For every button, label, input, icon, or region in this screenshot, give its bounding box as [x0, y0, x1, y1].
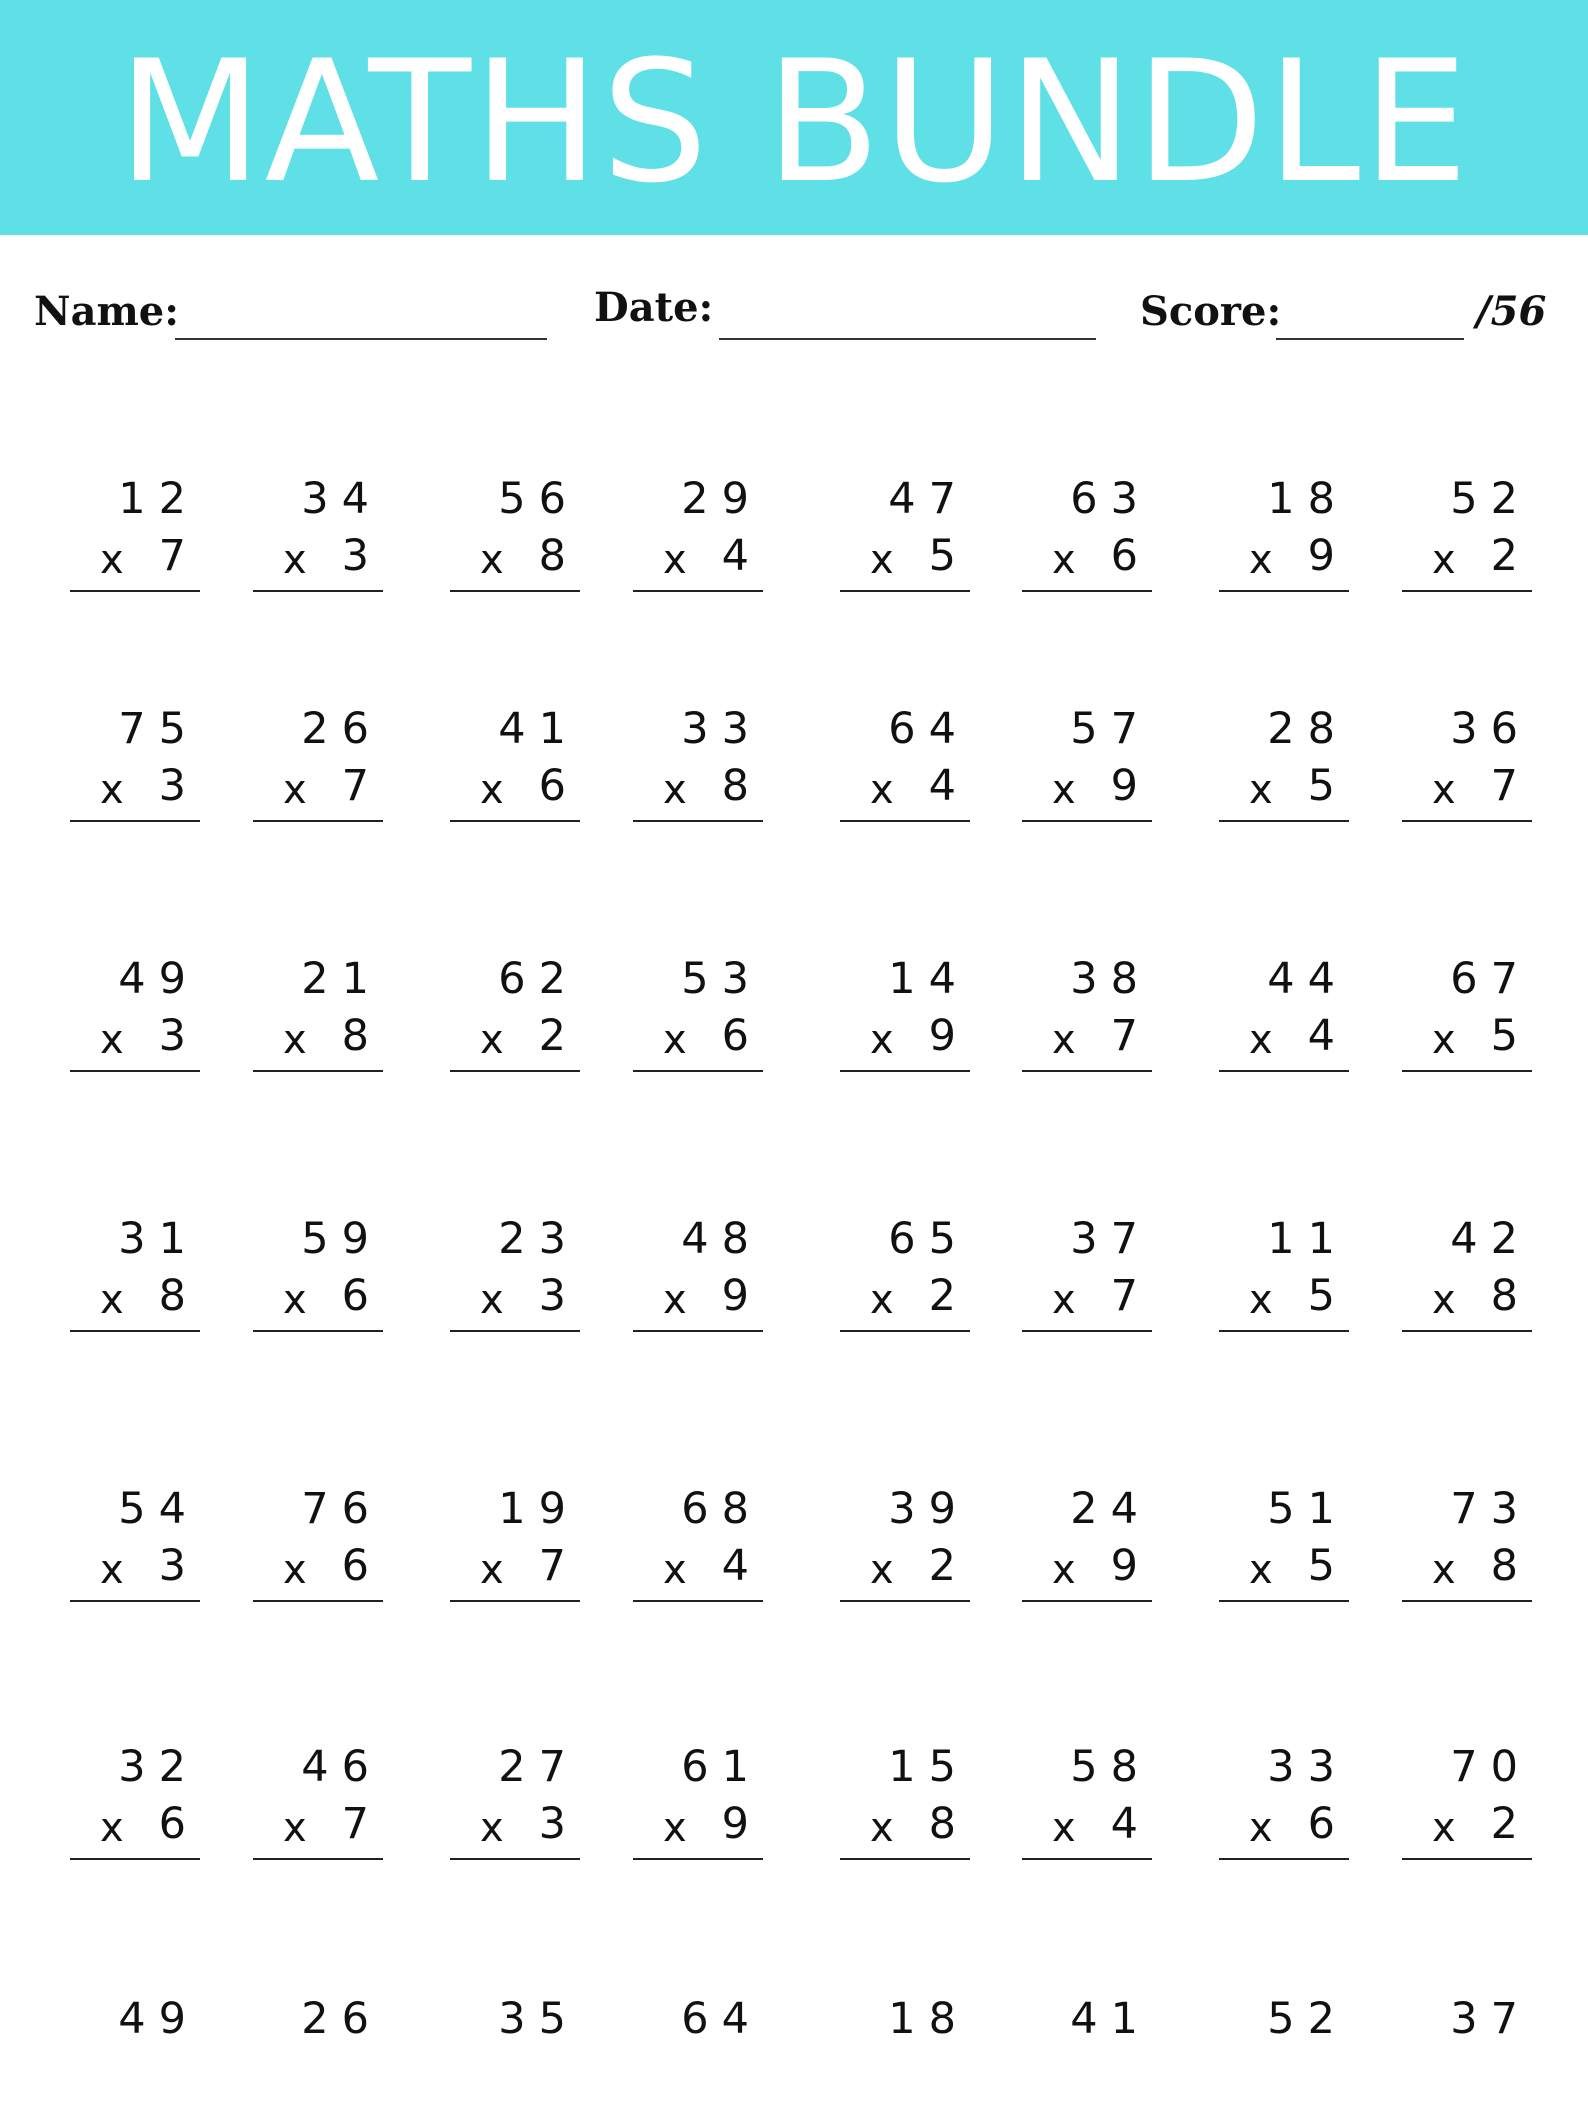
problem-1-1 — [70, 470, 200, 600]
multiplier: 5 — [1307, 761, 1335, 811]
multiply-sign: x — [663, 767, 687, 813]
multiply-sign: x — [663, 1017, 687, 1063]
multiplicand: 12 — [118, 474, 199, 524]
problem-3-5 — [840, 950, 970, 1080]
answer-line[interactable] — [70, 1600, 200, 1602]
answer-line[interactable] — [70, 1330, 200, 1332]
multiplier: 4 — [1307, 1011, 1335, 1061]
multiplier: 8 — [158, 1271, 186, 1321]
answer-line[interactable] — [253, 1070, 383, 1072]
multiplier: 6 — [538, 761, 566, 811]
answer-line[interactable] — [70, 590, 200, 592]
multiplier: 3 — [538, 1271, 566, 1321]
answer-line[interactable] — [253, 1858, 383, 1860]
multiply-sign: x — [663, 537, 687, 583]
problem-4-7 — [1219, 1210, 1349, 1340]
problem-1-3 — [450, 470, 580, 600]
multiplier: 5 — [1490, 1011, 1518, 1061]
multiplicand: 28 — [1267, 704, 1348, 754]
problem-6-7 — [1219, 1738, 1349, 1868]
answer-line[interactable] — [70, 820, 200, 822]
multiply-sign: x — [663, 1547, 687, 1593]
multiply-sign: x — [283, 1547, 307, 1593]
multiplier: 9 — [1110, 1541, 1138, 1591]
multiply-sign: x — [870, 1547, 894, 1593]
multiply-sign: x — [100, 1547, 124, 1593]
answer-line[interactable] — [253, 820, 383, 822]
multiplier: 7 — [1110, 1271, 1138, 1321]
multiplier: 6 — [341, 1541, 369, 1591]
problem-3-7 — [1219, 950, 1349, 1080]
problem-6-3 — [450, 1738, 580, 1868]
answer-line[interactable] — [840, 1858, 970, 1860]
answer-line[interactable] — [1022, 820, 1152, 822]
problem-5-7 — [1219, 1480, 1349, 1610]
multiplicand: 14 — [888, 954, 969, 1004]
multiplier: 3 — [538, 1799, 566, 1849]
multiply-sign: x — [1052, 1547, 1076, 1593]
problem-7-8 — [1402, 1990, 1532, 2120]
multiplicand: 31 — [118, 1214, 199, 1264]
name-field[interactable] — [175, 338, 547, 340]
problem-4-6 — [1022, 1210, 1152, 1340]
problem-5-6 — [1022, 1480, 1152, 1610]
score-field[interactable] — [1276, 338, 1464, 340]
problem-4-1 — [70, 1210, 200, 1340]
multiplicand: 49 — [118, 1994, 199, 2044]
multiply-sign: x — [1052, 537, 1076, 583]
multiply-sign: x — [663, 1277, 687, 1323]
multiplier: 4 — [721, 1541, 749, 1591]
multiplier: 2 — [538, 1011, 566, 1061]
multiply-sign: x — [480, 1017, 504, 1063]
multiplicand: 68 — [681, 1484, 762, 1534]
score-label: Score: — [1140, 288, 1282, 335]
multiplier: 8 — [928, 1799, 956, 1849]
problem-3-3 — [450, 950, 580, 1080]
problem-7-3 — [450, 1990, 580, 2120]
answer-line[interactable] — [633, 1330, 763, 1332]
multiply-sign: x — [283, 1805, 307, 1851]
multiply-sign: x — [283, 767, 307, 813]
multiplicand: 76 — [301, 1484, 382, 1534]
answer-line[interactable] — [1402, 1070, 1532, 1072]
answer-line[interactable] — [253, 1330, 383, 1332]
problem-4-2 — [253, 1210, 383, 1340]
answer-line[interactable] — [70, 1070, 200, 1072]
multiply-sign: x — [1432, 1805, 1456, 1851]
problem-5-8 — [1402, 1480, 1532, 1610]
problem-2-3 — [450, 700, 580, 830]
answer-line[interactable] — [840, 590, 970, 592]
name-label: Name: — [34, 288, 180, 335]
multiplier: 4 — [928, 761, 956, 811]
answer-line[interactable] — [1219, 1858, 1349, 1860]
multiplicand: 59 — [301, 1214, 382, 1264]
multiplier: 9 — [1307, 531, 1335, 581]
multiplicand: 41 — [498, 704, 579, 754]
date-label: Date: — [594, 284, 714, 331]
problem-3-1 — [70, 950, 200, 1080]
multiplier: 3 — [158, 761, 186, 811]
multiplier: 9 — [721, 1271, 749, 1321]
answer-line[interactable] — [70, 1858, 200, 1860]
problem-5-2 — [253, 1480, 383, 1610]
multiplicand: 48 — [681, 1214, 762, 1264]
multiplicand: 35 — [498, 1994, 579, 2044]
multiplicand: 26 — [301, 1994, 382, 2044]
answer-line[interactable] — [450, 1330, 580, 1332]
multiply-sign: x — [663, 1805, 687, 1851]
multiplier: 2 — [1490, 531, 1518, 581]
multiplicand: 29 — [681, 474, 762, 524]
multiply-sign: x — [100, 537, 124, 583]
answer-line[interactable] — [253, 590, 383, 592]
problem-6-5 — [840, 1738, 970, 1868]
multiplier: 5 — [928, 531, 956, 581]
multiplicand: 37 — [1450, 1994, 1531, 2044]
multiplicand: 15 — [888, 1742, 969, 1792]
problem-7-1 — [70, 1990, 200, 2120]
multiplier: 6 — [341, 1271, 369, 1321]
multiplicand: 64 — [681, 1994, 762, 2044]
multiplier: 9 — [928, 1011, 956, 1061]
multiplier: 6 — [1110, 531, 1138, 581]
multiplicand: 57 — [1070, 704, 1151, 754]
multiplier: 7 — [341, 761, 369, 811]
multiplicand: 44 — [1267, 954, 1348, 1004]
multiplicand: 32 — [118, 1742, 199, 1792]
multiplicand: 33 — [1267, 1742, 1348, 1792]
multiply-sign: x — [100, 1277, 124, 1323]
problem-1-2 — [253, 470, 383, 600]
multiplier: 4 — [1110, 1799, 1138, 1849]
multiplicand: 67 — [1450, 954, 1531, 1004]
problem-4-4 — [633, 1210, 763, 1340]
multiplicand: 46 — [301, 1742, 382, 1792]
multiply-sign: x — [1249, 1547, 1273, 1593]
answer-line[interactable] — [1219, 1330, 1349, 1332]
multiply-sign: x — [870, 1017, 894, 1063]
problem-3-8 — [1402, 950, 1532, 1080]
problem-2-7 — [1219, 700, 1349, 830]
multiplicand: 52 — [1450, 474, 1531, 524]
problem-6-1 — [70, 1738, 200, 1868]
multiply-sign: x — [1432, 767, 1456, 813]
multiply-sign: x — [870, 1277, 894, 1323]
multiplicand: 65 — [888, 1214, 969, 1264]
problem-1-6 — [1022, 470, 1152, 600]
answer-line[interactable] — [1219, 590, 1349, 592]
problem-1-8 — [1402, 470, 1532, 600]
answer-line[interactable] — [1022, 1330, 1152, 1332]
multiplier: 3 — [158, 1011, 186, 1061]
problem-2-4 — [633, 700, 763, 830]
answer-line[interactable] — [1219, 820, 1349, 822]
multiplier: 3 — [341, 531, 369, 581]
answer-line[interactable] — [1402, 1858, 1532, 1860]
multiplicand: 61 — [681, 1742, 762, 1792]
problem-7-7 — [1219, 1990, 1349, 2120]
answer-line[interactable] — [633, 590, 763, 592]
multiplicand: 34 — [301, 474, 382, 524]
multiplicand: 37 — [1070, 1214, 1151, 1264]
answer-line[interactable] — [840, 1070, 970, 1072]
multiplier: 7 — [341, 1799, 369, 1849]
answer-line[interactable] — [450, 590, 580, 592]
multiply-sign: x — [283, 1017, 307, 1063]
answer-line[interactable] — [1022, 1070, 1152, 1072]
multiply-sign: x — [1249, 767, 1273, 813]
multiplier: 9 — [1110, 761, 1138, 811]
answer-line[interactable] — [840, 1600, 970, 1602]
problem-5-1 — [70, 1480, 200, 1610]
problem-1-4 — [633, 470, 763, 600]
multiplier: 7 — [158, 531, 186, 581]
problem-2-1 — [70, 700, 200, 830]
multiplier: 2 — [1490, 1799, 1518, 1849]
multiplicand: 49 — [118, 954, 199, 1004]
multiplicand: 64 — [888, 704, 969, 754]
problem-3-4 — [633, 950, 763, 1080]
date-field[interactable] — [719, 338, 1096, 340]
multiply-sign: x — [480, 537, 504, 583]
multiply-sign: x — [480, 1547, 504, 1593]
answer-line[interactable] — [1402, 1330, 1532, 1332]
multiply-sign: x — [870, 1805, 894, 1851]
multiply-sign: x — [1432, 537, 1456, 583]
multiplier: 8 — [538, 531, 566, 581]
problem-7-2 — [253, 1990, 383, 2120]
problem-5-4 — [633, 1480, 763, 1610]
answer-line[interactable] — [450, 1858, 580, 1860]
multiplicand: 39 — [888, 1484, 969, 1534]
problem-2-5 — [840, 700, 970, 830]
multiplicand: 38 — [1070, 954, 1151, 1004]
multiplicand: 21 — [301, 954, 382, 1004]
multiply-sign: x — [1249, 537, 1273, 583]
answer-line[interactable] — [840, 1330, 970, 1332]
problem-5-3 — [450, 1480, 580, 1610]
multiply-sign: x — [1052, 1277, 1076, 1323]
multiplicand: 18 — [888, 1994, 969, 2044]
multiplier: 2 — [928, 1271, 956, 1321]
multiplicand: 23 — [498, 1214, 579, 1264]
multiply-sign: x — [480, 1277, 504, 1323]
problem-3-6 — [1022, 950, 1152, 1080]
multiplicand: 63 — [1070, 474, 1151, 524]
multiplier: 8 — [341, 1011, 369, 1061]
answer-line[interactable] — [1022, 1858, 1152, 1860]
problem-4-5 — [840, 1210, 970, 1340]
score-total: /56 — [1476, 288, 1547, 335]
multiply-sign: x — [480, 1805, 504, 1851]
answer-line[interactable] — [633, 1070, 763, 1072]
multiply-sign: x — [1432, 1547, 1456, 1593]
multiply-sign: x — [283, 537, 307, 583]
multiply-sign: x — [1432, 1277, 1456, 1323]
multiplier: 8 — [721, 761, 749, 811]
answer-line[interactable] — [450, 820, 580, 822]
multiplicand: 70 — [1450, 1742, 1531, 1792]
multiplier: 6 — [721, 1011, 749, 1061]
multiplicand: 47 — [888, 474, 969, 524]
problem-6-6 — [1022, 1738, 1152, 1868]
answer-line[interactable] — [1219, 1070, 1349, 1072]
multiplier: 5 — [1307, 1271, 1335, 1321]
answer-line[interactable] — [1402, 1600, 1532, 1602]
multiplicand: 33 — [681, 704, 762, 754]
multiply-sign: x — [1052, 767, 1076, 813]
problem-4-8 — [1402, 1210, 1532, 1340]
multiply-sign: x — [1249, 1017, 1273, 1063]
answer-line[interactable] — [840, 820, 970, 822]
page-title: MATHS BUNDLE — [117, 23, 1471, 220]
multiply-sign: x — [1052, 1805, 1076, 1851]
multiplicand: 26 — [301, 704, 382, 754]
problem-1-7 — [1219, 470, 1349, 600]
answer-line[interactable] — [633, 820, 763, 822]
problem-7-6 — [1022, 1990, 1152, 2120]
multiplicand: 27 — [498, 1742, 579, 1792]
multiply-sign: x — [1249, 1277, 1273, 1323]
multiply-sign: x — [1432, 1017, 1456, 1063]
multiplicand: 24 — [1070, 1484, 1151, 1534]
answer-line[interactable] — [253, 1600, 383, 1602]
multiply-sign: x — [870, 537, 894, 583]
multiply-sign: x — [480, 767, 504, 813]
answer-line[interactable] — [1022, 1600, 1152, 1602]
multiplicand: 18 — [1267, 474, 1348, 524]
multiplicand: 53 — [681, 954, 762, 1004]
answer-line[interactable] — [1022, 590, 1152, 592]
answer-line[interactable] — [633, 1600, 763, 1602]
multiplicand: 62 — [498, 954, 579, 1004]
problem-2-8 — [1402, 700, 1532, 830]
multiplier: 7 — [1110, 1011, 1138, 1061]
problem-6-8 — [1402, 1738, 1532, 1868]
multiplicand: 75 — [118, 704, 199, 754]
answer-line[interactable] — [1402, 590, 1532, 592]
multiplier: 5 — [1307, 1541, 1335, 1591]
multiplier: 8 — [1490, 1271, 1518, 1321]
problem-7-5 — [840, 1990, 970, 2120]
multiply-sign: x — [1052, 1017, 1076, 1063]
multiplicand: 41 — [1070, 1994, 1151, 2044]
multiplicand: 54 — [118, 1484, 199, 1534]
multiply-sign: x — [1249, 1805, 1273, 1851]
answer-line[interactable] — [450, 1070, 580, 1072]
multiply-sign: x — [100, 767, 124, 813]
multiplier: 9 — [721, 1799, 749, 1849]
answer-line[interactable] — [450, 1600, 580, 1602]
answer-line[interactable] — [633, 1858, 763, 1860]
answer-line[interactable] — [1402, 820, 1532, 822]
problem-4-3 — [450, 1210, 580, 1340]
multiply-sign: x — [100, 1017, 124, 1063]
answer-line[interactable] — [1219, 1600, 1349, 1602]
multiplicand: 56 — [498, 474, 579, 524]
multiplicand: 11 — [1267, 1214, 1348, 1264]
problem-5-5 — [840, 1480, 970, 1610]
problem-1-5 — [840, 470, 970, 600]
multiplicand: 52 — [1267, 1994, 1348, 2044]
multiplier: 6 — [1307, 1799, 1335, 1849]
multiplier: 4 — [721, 531, 749, 581]
multiplier: 2 — [928, 1541, 956, 1591]
multiplier: 7 — [538, 1541, 566, 1591]
multiplier: 6 — [158, 1799, 186, 1849]
multiplicand: 36 — [1450, 704, 1531, 754]
multiplicand: 19 — [498, 1484, 579, 1534]
multiplicand: 42 — [1450, 1214, 1531, 1264]
multiplier: 7 — [1490, 761, 1518, 811]
problem-2-6 — [1022, 700, 1152, 830]
problem-7-4 — [633, 1990, 763, 2120]
multiplier: 8 — [1490, 1541, 1518, 1591]
problem-6-4 — [633, 1738, 763, 1868]
multiply-sign: x — [870, 767, 894, 813]
multiplicand: 51 — [1267, 1484, 1348, 1534]
multiply-sign: x — [100, 1805, 124, 1851]
multiply-sign: x — [283, 1277, 307, 1323]
problem-2-2 — [253, 700, 383, 830]
title-banner — [0, 0, 1588, 235]
problem-3-2 — [253, 950, 383, 1080]
multiplicand: 73 — [1450, 1484, 1531, 1534]
multiplier: 3 — [158, 1541, 186, 1591]
multiplicand: 58 — [1070, 1742, 1151, 1792]
problem-6-2 — [253, 1738, 383, 1868]
